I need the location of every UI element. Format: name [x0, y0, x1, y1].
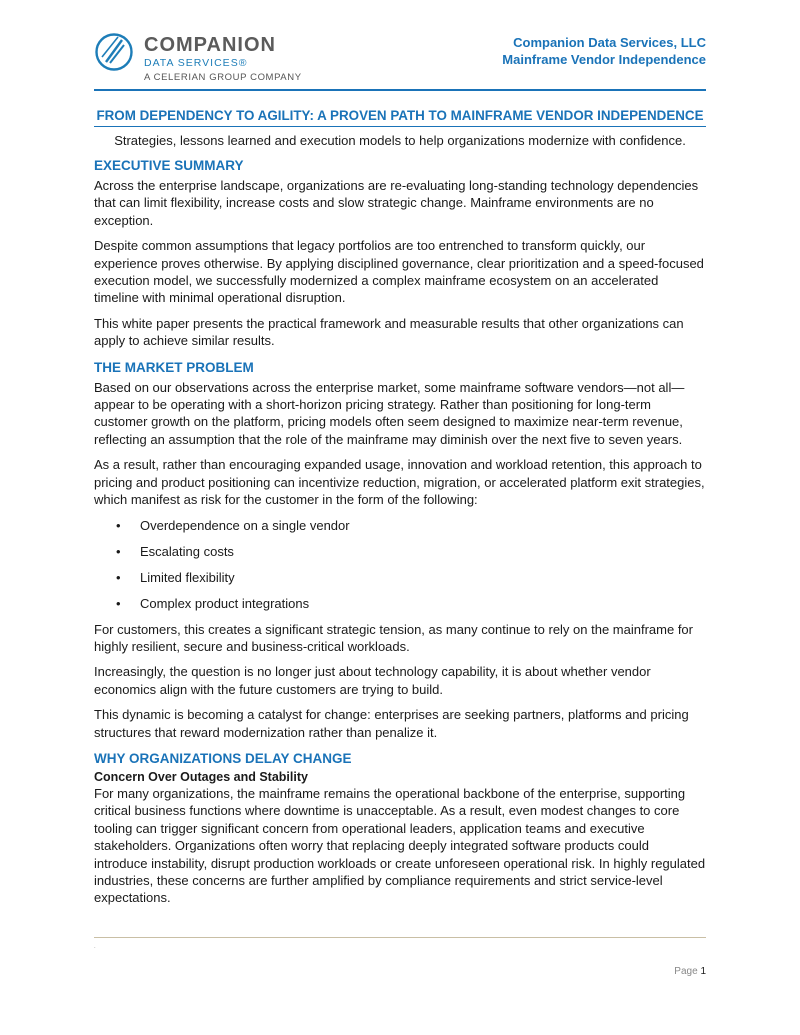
- risk-list: [94, 517, 706, 612]
- list-item-text: Overdependence on a single vendor: [140, 517, 350, 533]
- list-item-text: Escalating costs: [140, 543, 234, 559]
- heading-why-delay: WHY ORGANIZATIONS DELAY CHANGE: [94, 750, 352, 766]
- paragraph: Based on our observations across the enterprise market, some mainframe software vendors—not all—appear to be operating with a short-horizon pricing strategy. Rather than positioning for long-term customer growth on the platform, pricing models often seem designed to maximize near-term revenue, reflecting an assumption that the role of the mainframe may diminish over the next five to seven years.: [94, 379, 685, 447]
- heading-market-problem: THE MARKET PROBLEM: [94, 359, 254, 375]
- header-rule: [94, 89, 706, 91]
- footer-rule: [94, 937, 706, 938]
- list-item: [116, 517, 706, 534]
- footer-mark: .: [94, 944, 96, 950]
- paragraph: For customers, this creates a significant strategic tension, as many continue to rely on the mainframe for highly resilient, secure and business-critical workloads.: [94, 621, 693, 654]
- logo-name: COMPANION: [144, 34, 276, 56]
- bullet-icon: •: [116, 543, 121, 559]
- header-company: Companion Data Services, LLC: [513, 35, 706, 50]
- paragraph: This dynamic is becoming a catalyst for change: enterprises are seeking partners, platforms and pricing structures that reward modernization rather than penalize it.: [94, 707, 689, 740]
- company-logo: [94, 30, 314, 86]
- list-item-text: Limited flexibility: [140, 569, 235, 585]
- subheading-outages: Concern Over Outages and Stability: [94, 769, 308, 784]
- page-number: [674, 966, 706, 977]
- paragraph: As a result, rather than encouraging expanded usage, innovation and workload retention, this approach to pricing and product positioning can incentivize reduction, migration, or accelerated platform exit strategies, which manifest as risk for the customer in the form of the following:: [94, 457, 705, 508]
- document-title: FROM DEPENDENCY TO AGILITY: A PROVEN PATH TO MAINFRAME VENDOR INDEPENDENCE: [94, 108, 706, 127]
- paragraph: Despite common assumptions that legacy portfolios are too entrenched to transform quickly, our experience proves otherwise. By applying disciplined governance, clear prioritization and a speed-focused execution model, we successfully modernized a complex mainframe ecosystem on an accelerated timeline with minimal operational disruption.: [94, 238, 704, 306]
- logo-subname: DATA SERVICES®: [144, 57, 248, 69]
- list-item: [116, 569, 706, 586]
- paragraph: Increasingly, the question is no longer just about technology capability, it is about whether vendor economics align with the future customers are trying to build.: [94, 664, 651, 697]
- list-item-text: Complex product integrations: [140, 595, 310, 611]
- document-body: [94, 108, 706, 915]
- heading-executive-summary: EXECUTIVE SUMMARY: [94, 158, 244, 173]
- logo-group-line: A CELERIAN GROUP COMPANY: [144, 72, 302, 83]
- page-number-value: 1: [700, 966, 706, 977]
- document-subtitle: Strategies, lessons learned and execution models to help organizations modernize with confidence.: [114, 133, 686, 148]
- bullet-icon: •: [116, 595, 121, 611]
- bullet-icon: •: [116, 517, 121, 533]
- list-item: [116, 543, 706, 560]
- header-right: [502, 34, 706, 68]
- paragraph: This white paper presents the practical framework and measurable results that other organizations can apply to achieve similar results.: [94, 315, 684, 349]
- list-item: [116, 595, 706, 612]
- paragraph: For many organizations, the mainframe remains the operational backbone of the enterprise, supporting critical business functions where downtime is unacceptable. As a result, even modest changes to core tooling can trigger significant concern from operational leaders, application teams and executive stakeholders. Organizations often worry that replacing deeply integrated software products could introduce instability, disrupt production workloads or create unforeseen operational risk. In highly regulated industries, these concerns are further amplified by compliance requirements and strict service-level expectations.: [94, 785, 706, 906]
- page-label: Page: [674, 966, 698, 977]
- companion-logo-icon: [94, 32, 134, 72]
- bullet-icon: •: [116, 569, 121, 585]
- header-doc-title: Mainframe Vendor Independence: [502, 52, 706, 67]
- paragraph: Across the enterprise landscape, organizations are re-evaluating long-standing technology dependencies that can limit flexibility, increase costs and slow strategic change. Mainframe environments are no exception.: [94, 178, 699, 228]
